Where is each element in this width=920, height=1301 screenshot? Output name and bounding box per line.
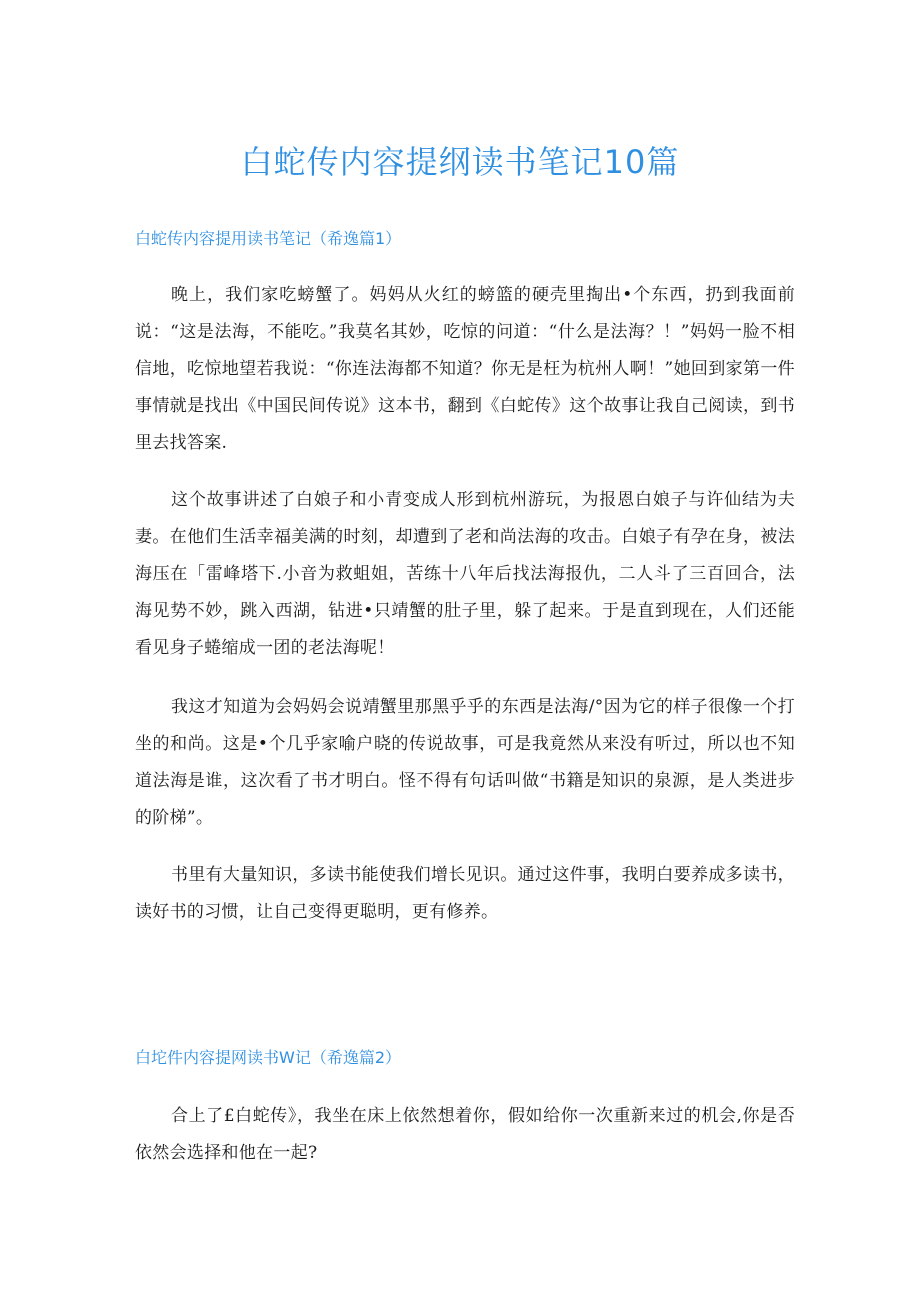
paragraph-1-4: 书里有大量知识，多读书能使我们增长见识。通过这件事，我明白要养成多读书，读好书的习惯，让自己变得更聪明，更有修养。 <box>135 865 795 922</box>
document-title: 白蛇传内容提纲读书笔记10篇 <box>240 143 680 181</box>
section-heading-1: 白蛇传内容提用读书笔记（希逸篇1） <box>135 229 402 248</box>
paragraph-1-3: 我这才知道为会妈妈会说靖蟹里那黑乎乎的东西是法海/°因为它的样子很像一个打坐的和尚。这是•个几乎家喻户晓的传说故事，可是我竟然从来没有听过，所以也不知道法海是谁，这次看了书才明白。怪不得有句话叫做“书籍是知识的泉源，是人类进步的阶梯”。 <box>135 697 795 828</box>
paragraph-2-1: 合上了£白蛇传》，我坐在床上依然想着你，假如给你一次重新来过的机会,你是否依然会选择和他在一起? <box>135 1106 795 1163</box>
paragraph-1-1: 晚上，我们家吃螃蟹了。妈妈从火红的螃篮的硬壳里掏出•个东西，扔到我面前说：“这是法海，不能吃。”我莫名其妙，吃惊的问道：“什么是法海？！”妈妈一脸不相信地，吃惊地望若我说：“你连法海都不知道？你无是枉为杭州人啊！”她回到家第一件事情就是找出《中国民间传说》这本书，翻到《白蛇传》这个故事让我自己阅读，到书里去找答案. <box>135 285 795 453</box>
paragraph-1-2: 这个故事讲述了白娘子和小青变成人形到杭州游玩，为报恩白娘子与许仙结为夫妻。在他们生活幸福美满的时刻，却遭到了老和尚法海的攻击。白娘子有孕在身，被法海压在「雷峰塔下.小音为救蛆姐，苦练十八年后找法海报仇，二人斗了三百回合，法海见势不妙，跳入西湖，钻进•只靖蟹的肚子里，躲了起来。于是直到现在，人们还能看见身子蜷缩成一团的老法海呢！ <box>135 490 795 658</box>
section-heading-2: 白坨件内容提网读书W记（希逸篇2） <box>135 1048 402 1067</box>
